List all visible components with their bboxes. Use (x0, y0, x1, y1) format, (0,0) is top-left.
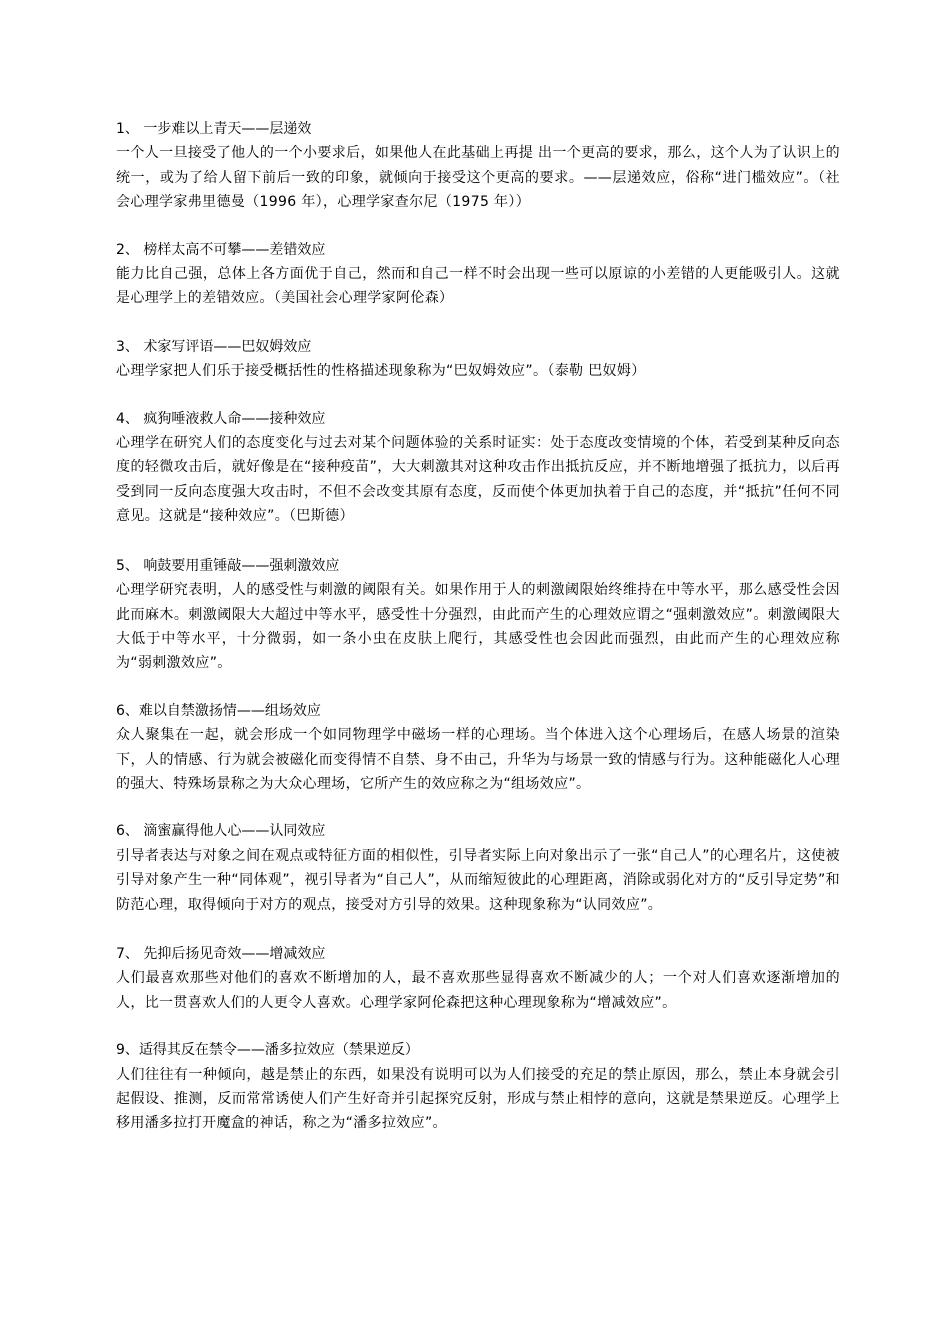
section-body: 心理学家把人们乐于接受概括性的性格描述现象称为“巴奴姆效应”。（泰勒 巴奴姆） (116, 363, 646, 380)
section-8 (116, 942, 840, 1015)
section-heading: 6、难以自禁激扬情——组场效应 (116, 702, 321, 719)
section-heading: 4、 疯狗唾液救人命——接种效应 (116, 410, 326, 427)
section-body: 心理学在研究人们的态度变化与过去对某个问题体验的关系时证实：处于态度改变情境的个体，若受到某种反向态度的轻微攻击后，就好像是在“接种疫苗”，大大刺激其对这种攻击作出抵抗反应，并不断地增强了抵抗力，以后再受到同一反向态度强大攻击时，不但不会改变其原有态度，反而使个体更加执着于自己的态度，并“抵抗”任何不同意见。这就是“接种效应”。（巴斯德） (116, 435, 840, 525)
section-heading: 6、 滴蜜赢得他人心——认同效应 (116, 823, 326, 840)
section-body: 能力比自己强，总体上各方面优于自己，然而和自己一样不时会出现一些可以原谅的小差错的人更能吸引人。这就是心理学上的差错效应。（美国社会心理学家阿伦森） (116, 266, 840, 307)
section-body: 一个人一旦接受了他人的一个小要求后，如果他人在此基础上再提 出一个更高的要求，那么，这个人为了认识上的统一，或为了给人留下前后一致的印象，就倾向于接受这个更高的要求。——层递效应，俗称“进门槛效应”。（社会心理学家弗里德曼（1996 年），心理学家查尔尼（1975 年）） (116, 145, 840, 211)
section-heading: 1、 一步难以上青天——层递效 (116, 121, 312, 137)
section-body: 人们往往有一种倾向，越是禁止的东西，如果没有说明可以为人们接受的充足的禁止原因，那么，禁止本身就会引起假设、推测，反而常常诱使人们产生好奇并引起探究反射，形成与禁止相悖的意向，这就是禁果逆反。心理学上移用潘多拉打开魔盒的神话，称之为“潘多拉效应”。 (116, 1066, 840, 1132)
section-heading: 3、 术家写评语——巴奴姆效应 (116, 338, 312, 355)
section-body: 众人聚集在一起，就会形成一个如同物理学中磁场一样的心理场。当个体进入这个心理场后，在感人场景的渲染下，人的情感、行为就会被磁化而变得情不自禁、身不由己，升华为与场景一致的情感与行为。这种能磁化人心理的强大、特殊场景称之为大众心理场，它所产生的效应称之为“组场效应”。 (116, 727, 840, 792)
section-5 (116, 554, 840, 676)
document-content (116, 117, 840, 1159)
section-body: 心理学研究表明，人的感受性与刺激的阈限有关。如果作用于人的刺激阈限始终维持在中等水平，那么感受性会因此而麻木。刺激阈限大大超过中等水平，感受性十分强烈，由此而产生的心理效应谓之“强刺激效应”。刺激阈限大大低于中等水平，十分微弱，如一条小虫在皮肤上爬行，其感受性也会因此而强烈，由此而产生的心理效应称为“弱刺激效应”。 (116, 582, 840, 672)
section-6 (116, 699, 840, 797)
section-3 (116, 335, 840, 384)
section-4 (116, 407, 840, 529)
section-7 (116, 819, 840, 917)
section-heading: 9、适得其反在禁令——潘多拉效应（禁果逆反） (116, 1042, 419, 1059)
section-body: 人们最喜欢那些对他们的喜欢不断增加的人，最不喜欢那些显得喜欢不断减少的人；一个对人们喜欢逐渐增加的人，比一贯喜欢人们的人更令人喜欢。心理学家阿伦森把这种心理现象称为“增减效应”。 (116, 970, 840, 1011)
section-heading: 7、 先抑后扬见奇效——增减效应 (116, 945, 326, 962)
section-heading: 2、 榜样太高不可攀——差错效应 (116, 241, 326, 258)
section-body: 引导者表达与对象之间在观点或特征方面的相似性，引导者实际上向对象出示了一张“自己人”的心理名片，这使被引导对象产生一种“同体观”，视引导者为“自己人”，从而缩短彼此的心理距离，消除或弱化对方的“反引导定势”和防范心理，取得倾向于对方的观点，接受对方引导的效果。这种现象称为“认同效应”。 (116, 847, 840, 913)
section-2 (116, 238, 840, 311)
section-9 (116, 1038, 840, 1136)
section-1 (116, 117, 840, 215)
section-heading: 5、 响鼓要用重锤敲——强刺激效应 (116, 557, 340, 574)
